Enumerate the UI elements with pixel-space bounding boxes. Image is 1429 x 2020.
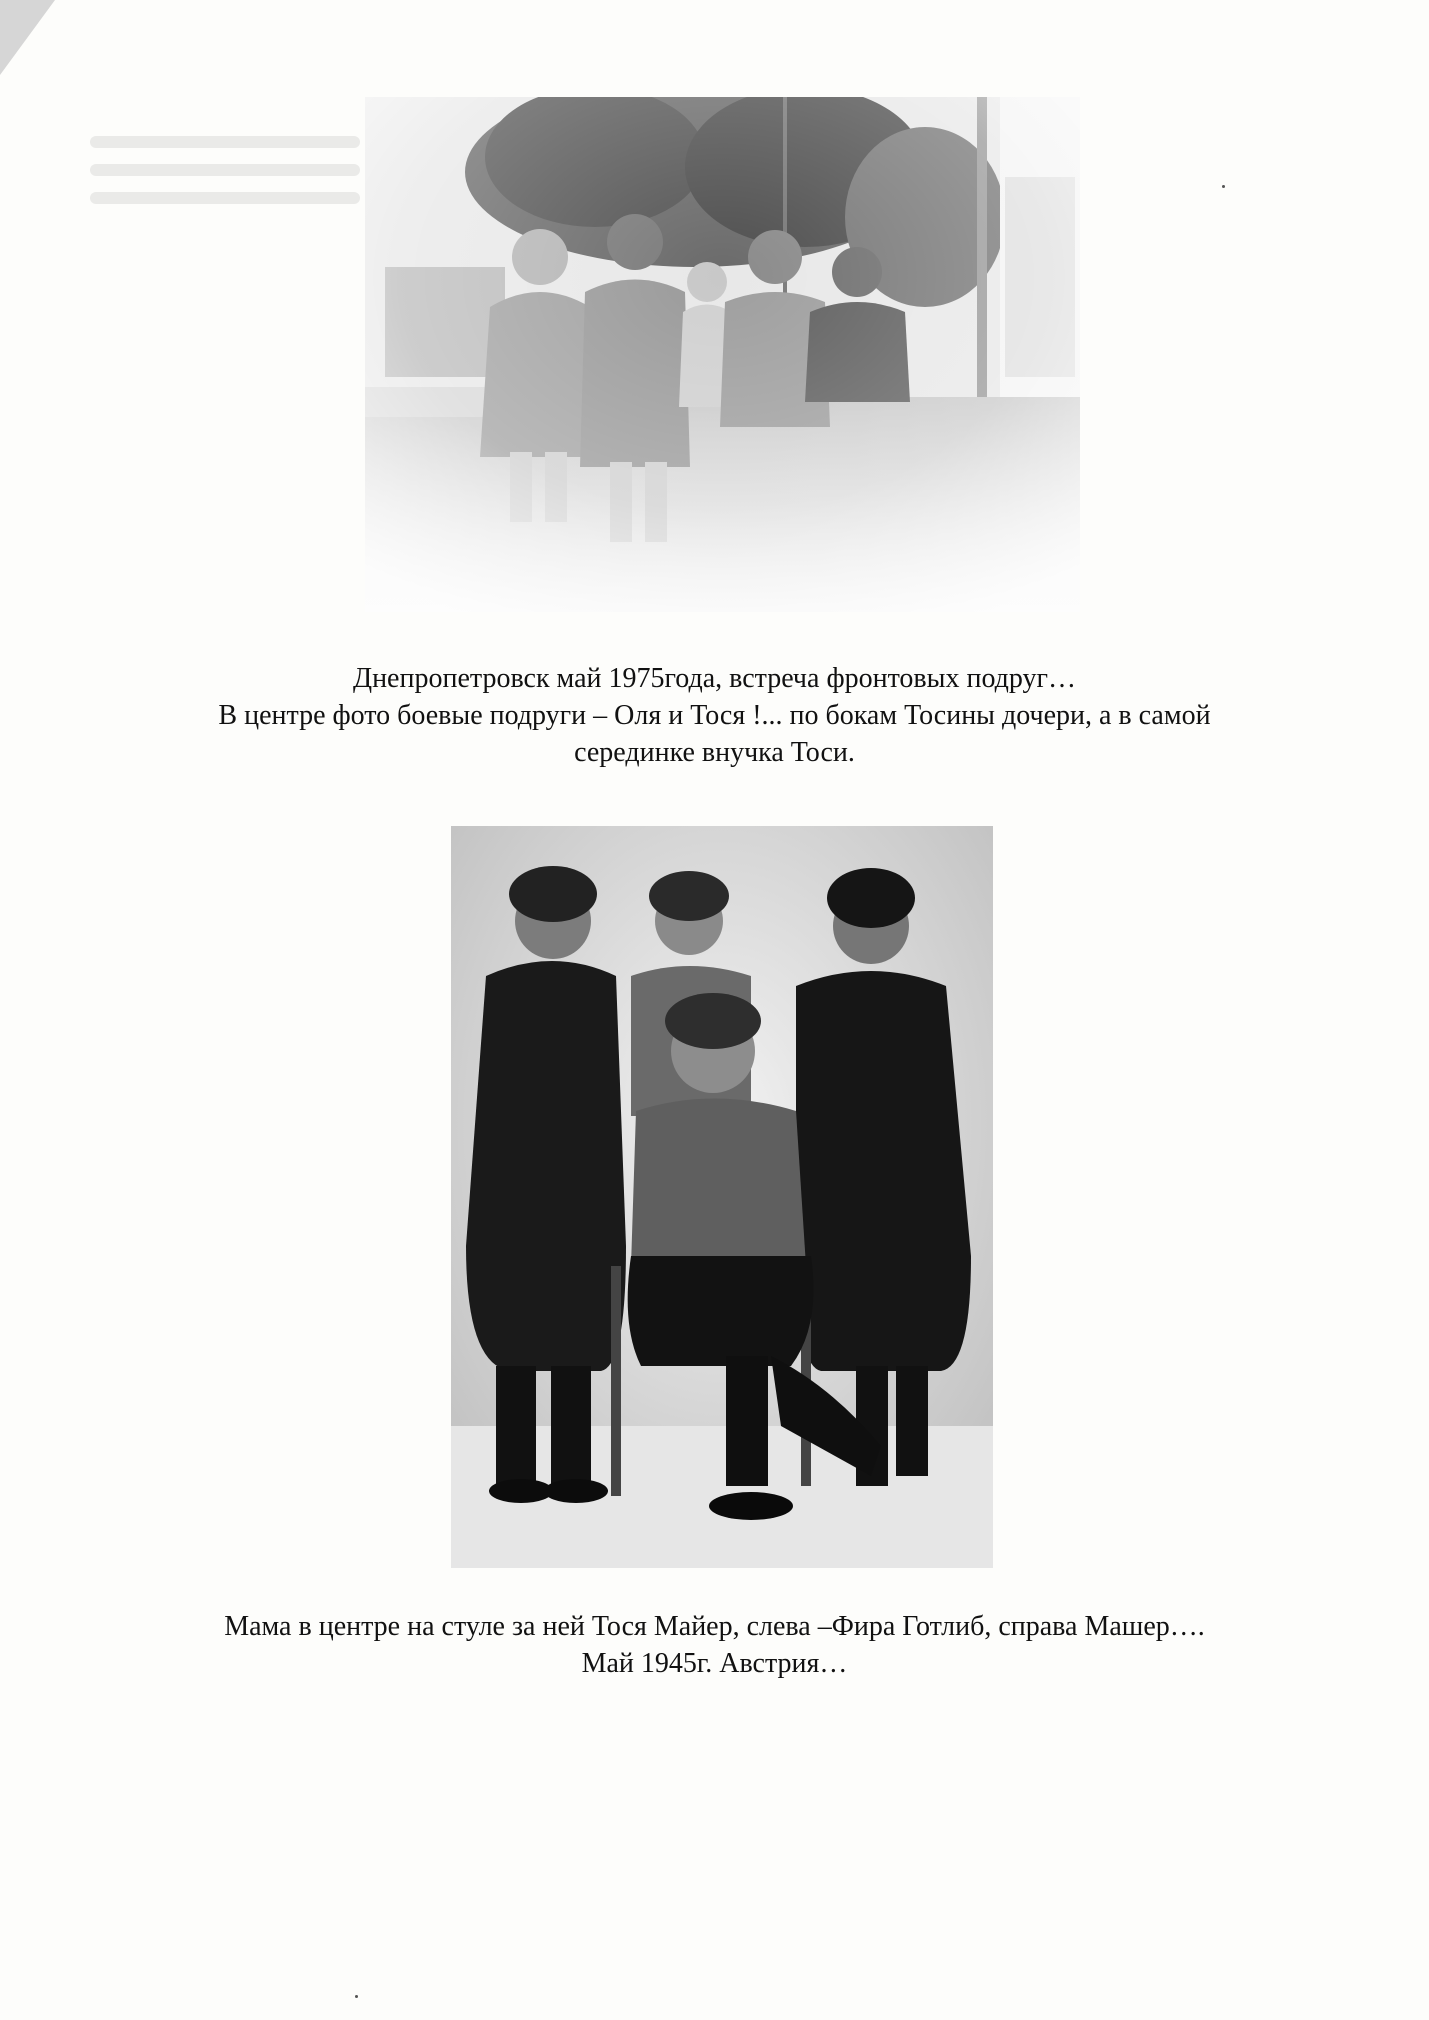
scanned-page-corner	[0, 0, 55, 75]
photo-1945-drawing	[451, 826, 993, 1568]
caption-1-line-3: серединке внучка Тоси.	[574, 737, 855, 768]
bleed-through-text	[90, 120, 360, 240]
caption-photo-1945	[60, 1608, 1369, 1682]
photo-austria-1945	[451, 826, 993, 1568]
photo-dnepropetrovsk-1975	[365, 97, 1080, 612]
scan-speck	[1222, 185, 1225, 188]
caption-1-line-2: В центре фото боевые подруги – Оля и Тося !... по бокам Тосины дочери, а в самой	[218, 700, 1211, 731]
caption-1-line-1: Днепропетровск май 1975года, встреча фронтовых подруг…	[352, 663, 1077, 694]
caption-2-line-1: Мама в центре на стуле за ней Тося Майер, слева –Фира Готлиб, справа Машер….	[224, 1611, 1205, 1642]
caption-2-line-2: Май 1945г. Австрия…	[581, 1648, 848, 1679]
caption-photo-1975	[60, 660, 1369, 771]
photo-1975-drawing	[365, 97, 1080, 612]
scan-speck	[355, 1995, 358, 1998]
